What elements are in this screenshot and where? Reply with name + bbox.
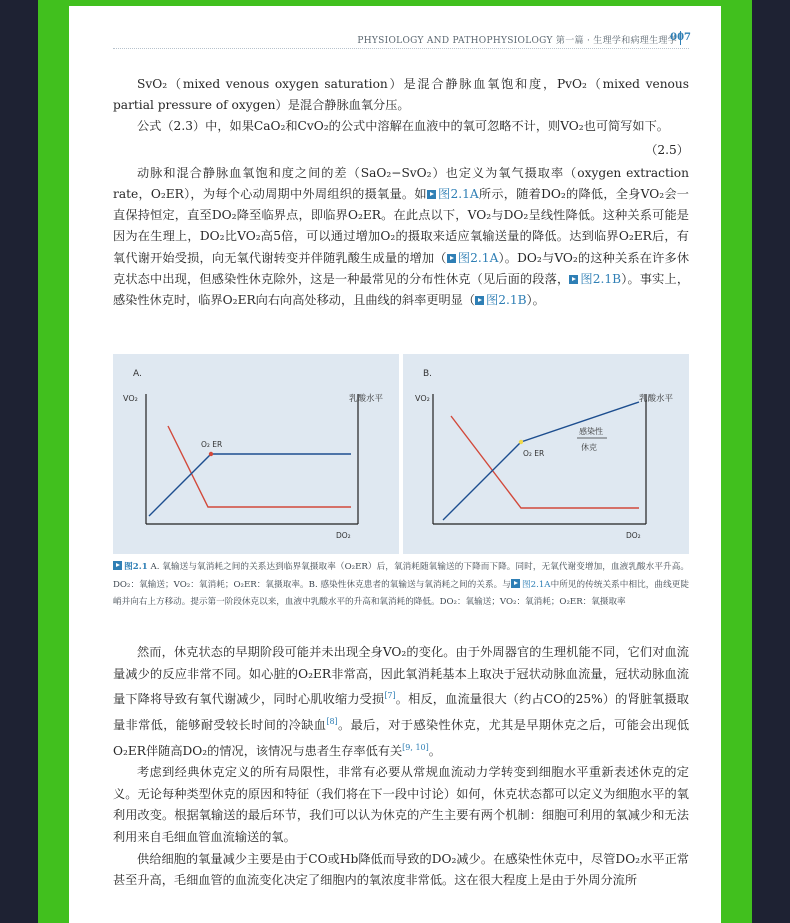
panel-b-lactate-line	[451, 416, 639, 508]
paragraph-early-shock: 然而，休克状态的早期阶段可能并未出现全身VO₂的变化。由于外周器官的生理机能不同，它们对血流量减少的反应非常不同。如心脏的O₂ER非常高，因此氧消耗基本上取决于冠状动脉血流量，冠状动脉血流量下降将导致有氧代谢减少，同时心肌收缩力受损[7]。相反，血流量很大（约占CO的25%）的肾脏氧摄取量非常低，能够耐受较长时间的冷缺血[8]。最后，对于感染性休克，尤其是早期休克之后，可能会出现低O₂ER伴随高DO₂的情况，该情况与患者生存率低有关[9, 10]。	[113, 645, 690, 758]
panel-b-critical-point	[519, 440, 523, 444]
panel-a-x-label: DO₂	[336, 531, 351, 540]
panel-a-critical-point	[209, 452, 213, 456]
body-text-top	[113, 74, 689, 311]
panel-a-y-label: VO₂	[123, 394, 138, 403]
panel-b-vo2-line	[443, 402, 639, 520]
panel-a-o2er-label: O₂ ER	[201, 440, 223, 449]
figure-caption: 图2.1 A. 氧输送与氧消耗之间的关系达到临界氧摄取率（O₂ER）后，氧消耗随氧输送的下降而下降。同时，无氧代谢变增加，血液乳酸水平升高。DO₂：氧输送；VO₂：氧消耗；O₂ER：氧摄取率。B. 感染性休克患者的氧输送与氧消耗之间的关系。与 图2.1A中所见的传统关系中相比，曲线更陡峭并向右上方移动。提示第一阶段休克以来，血液中乳酸水平的升高和氧消耗的降低。DO₂：氧输送；VO₂：氧消耗；O₂ER：氧摄取率	[113, 562, 689, 607]
panel-b-letter: B.	[423, 369, 433, 379]
reference-9-10[interactable]: [9, 10]	[402, 742, 429, 752]
panel-b-diagram	[403, 354, 689, 554]
panel-a-diagram	[113, 354, 399, 554]
running-title: PHYSIOLOGY AND PATHOPHYSIOLOGY 第一篇 · 生理学和病理生理学	[357, 36, 677, 46]
figure-link-icon	[511, 579, 520, 588]
caption-figure-label: 图2.1	[113, 562, 148, 572]
equation-number: （2.5）	[645, 142, 689, 157]
book-page	[69, 6, 721, 923]
panel-a-lactate-label: 乳酸水平	[349, 394, 384, 404]
paragraph-oxygen-supply: 供给细胞的氧量减少主要是由于CO或Hb降低而导致的DO₂减少。在感染性休克中，尽管DO₂水平正常甚至升高，毛细血管的血流变化决定了细胞内的氧浓度非常低。这在很大程度上是由于外周分流所	[113, 851, 689, 888]
figure-link-icon	[447, 254, 456, 263]
figure-link-icon	[427, 190, 436, 199]
figure-link-2-1b[interactable]: 图2.1B	[475, 293, 527, 307]
figure-link-icon	[569, 275, 578, 284]
figure-link-icon	[113, 561, 122, 570]
panel-a-lactate-line	[168, 426, 351, 507]
paragraph-formula: 公式（2.3）中，如果CaO₂和CvO₂的公式中溶解在血液中的氧可忽略不计，则VO₂也可简写如下。	[137, 119, 669, 134]
panel-b-annotation-top: 感染性	[579, 427, 603, 436]
reference-8[interactable]: [8]	[326, 716, 338, 726]
panel-b-annotation-bottom: 休克	[581, 443, 597, 452]
figure-link-2-1a[interactable]: 图2.1A	[447, 251, 499, 265]
body-text-bottom	[113, 642, 689, 892]
figure-panel-b	[403, 354, 689, 554]
panel-a-letter: A.	[133, 369, 142, 379]
paragraph-o2er: 动脉和混合静脉血氧饱和度之间的差（SaO₂−SvO₂）也定义为氧气摄取率（oxygen extraction rate，O₂ER），为每个心动周期中外周组织的摄氧量。如 图2.1A所示，随着DO₂的降低，全身VO₂会一直保持恒定，直至DO₂降至临界点，即临界O₂ER。在此点以下，VO₂与DO₂呈线性降低。这种关系可能是因为在生理上，DO₂比VO₂高5倍，可以通过增加O₂的摄取来适应氧输送量的降低。达到临界O₂ER后，有氧代谢开始受损，向无氧代谢转变并伴随乳酸生成量的增加（ 图2.1A）。DO₂与VO₂的这种关系在许多休克状态中出现，但感染性休克除外，这是一种最常见的分布性休克（见后面的段落， 图2.1B）。事实上，感染性休克时，临界O₂ER向右向高处移动，且曲线的斜率更明显（ 图2.1B）。	[113, 165, 690, 308]
figure-panel-a	[113, 354, 399, 554]
panel-b-o2er-label: O₂ ER	[523, 449, 545, 458]
figure-2-1	[113, 354, 689, 554]
page-number: 007	[670, 32, 691, 43]
paragraph-svo2: SvO₂（mixed venous oxygen saturation）是混合静脉血氧饱和度，PvO₂（mixed venous partial pressure of oxygen）是混合静脉血氧分压。	[113, 77, 689, 113]
panel-b-x-label: DO₂	[626, 531, 641, 540]
panel-b-y-label: VO₂	[415, 394, 430, 403]
figure-link-2-1b[interactable]: 图2.1B	[569, 272, 621, 286]
running-header	[113, 32, 689, 49]
panel-b-lactate-label: 乳酸水平	[639, 394, 674, 404]
paragraph-definition: 考虑到经典休克定义的所有局限性，非常有必要从常规血流动力学转变到细胞水平重新表述休克的定义。无论每种类型休克的原因和特征（我们将在下一段中讨论）如何，休克状态都可以定义为细胞水平的氧利用改变。根据氧输送的最后环节，我们可以认为休克的产生主要有两个机制：细胞可利用的氧减少和无法利用来自毛细血管血流输送的氧。	[113, 765, 689, 844]
caption-figure-link[interactable]: 图2.1A	[511, 580, 551, 590]
figure-link-2-1a[interactable]: 图2.1A	[427, 187, 479, 201]
reference-7[interactable]: [7]	[384, 691, 396, 701]
figure-link-icon	[475, 296, 484, 305]
